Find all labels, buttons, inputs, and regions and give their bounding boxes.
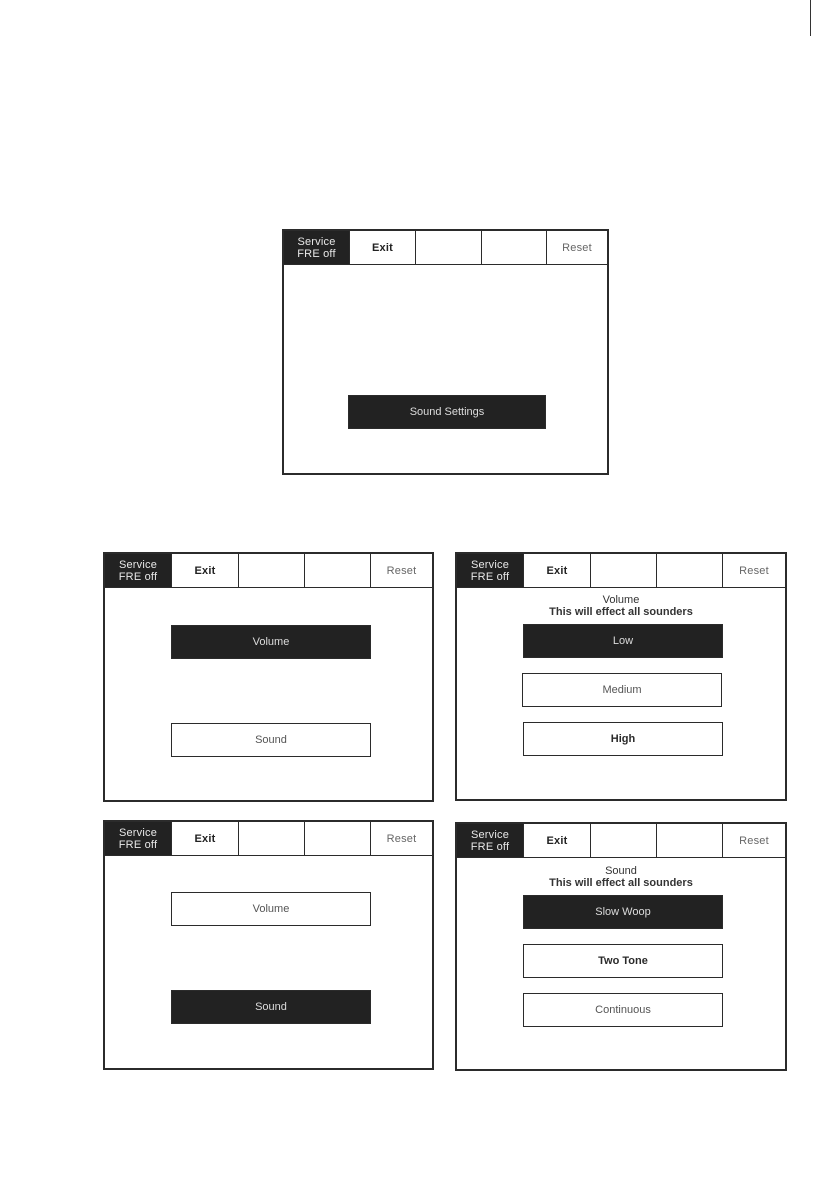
blank-button-1[interactable] — [238, 822, 304, 855]
service-label: Service — [470, 558, 510, 571]
fre-status: FRE off — [470, 570, 510, 583]
fre-status: FRE off — [118, 570, 158, 583]
top-bar — [284, 231, 607, 265]
blank-button-2[interactable] — [304, 554, 370, 587]
top-bar — [457, 824, 785, 858]
reset-button[interactable]: Reset — [546, 231, 607, 264]
sound-heading — [457, 865, 785, 889]
reset-button[interactable]: Reset — [370, 554, 432, 587]
continuous-button[interactable]: Continuous — [523, 993, 723, 1027]
sound-button[interactable]: Sound — [171, 990, 371, 1024]
screen-volume-options — [455, 552, 787, 801]
volume-high-button[interactable]: High — [523, 722, 723, 756]
exit-button[interactable]: Exit — [171, 554, 238, 587]
reset-button[interactable]: Reset — [722, 824, 785, 857]
fre-status: FRE off — [470, 840, 510, 853]
blank-button-1[interactable] — [590, 554, 656, 587]
exit-button[interactable]: Exit — [523, 824, 590, 857]
service-status — [105, 822, 171, 855]
exit-button[interactable]: Exit — [349, 231, 415, 264]
screen-service-menu — [282, 229, 609, 475]
heading-title: Volume — [602, 594, 640, 606]
blank-button-2[interactable] — [481, 231, 546, 264]
service-label: Service — [118, 826, 158, 839]
heading-subtitle: This will effect all sounders — [549, 606, 693, 618]
service-label: Service — [118, 558, 158, 571]
blank-button-1[interactable] — [590, 824, 656, 857]
fre-status: FRE off — [118, 838, 158, 851]
service-label: Service — [470, 828, 510, 841]
margin-rule — [810, 0, 811, 36]
volume-button[interactable]: Volume — [171, 625, 371, 659]
reset-button[interactable]: Reset — [370, 822, 432, 855]
blank-button-2[interactable] — [656, 554, 722, 587]
service-status — [284, 231, 349, 264]
service-status — [457, 554, 523, 587]
volume-heading — [457, 594, 785, 618]
sound-button[interactable]: Sound — [171, 723, 371, 757]
fre-status: FRE off — [297, 247, 336, 260]
screen-sound-options — [455, 822, 787, 1071]
blank-button-2[interactable] — [656, 824, 722, 857]
heading-subtitle: This will effect all sounders — [549, 877, 693, 889]
heading-title: Sound — [605, 865, 637, 877]
slow-woop-button[interactable]: Slow Woop — [523, 895, 723, 929]
service-status — [105, 554, 171, 587]
sound-settings-button[interactable]: Sound Settings — [348, 395, 546, 429]
top-bar — [105, 822, 432, 856]
reset-button[interactable]: Reset — [722, 554, 785, 587]
exit-button[interactable]: Exit — [523, 554, 590, 587]
two-tone-button[interactable]: Two Tone — [523, 944, 723, 978]
top-bar — [457, 554, 785, 588]
screen-sound-settings-sound-selected — [103, 820, 434, 1070]
top-bar — [105, 554, 432, 588]
blank-button-1[interactable] — [238, 554, 304, 587]
volume-medium-button[interactable]: Medium — [522, 673, 722, 707]
blank-button-1[interactable] — [415, 231, 481, 264]
screen-sound-settings-volume-selected — [103, 552, 434, 802]
service-status — [457, 824, 523, 857]
volume-button[interactable]: Volume — [171, 892, 371, 926]
blank-button-2[interactable] — [304, 822, 370, 855]
exit-button[interactable]: Exit — [171, 822, 238, 855]
service-label: Service — [297, 235, 336, 248]
volume-low-button[interactable]: Low — [523, 624, 723, 658]
